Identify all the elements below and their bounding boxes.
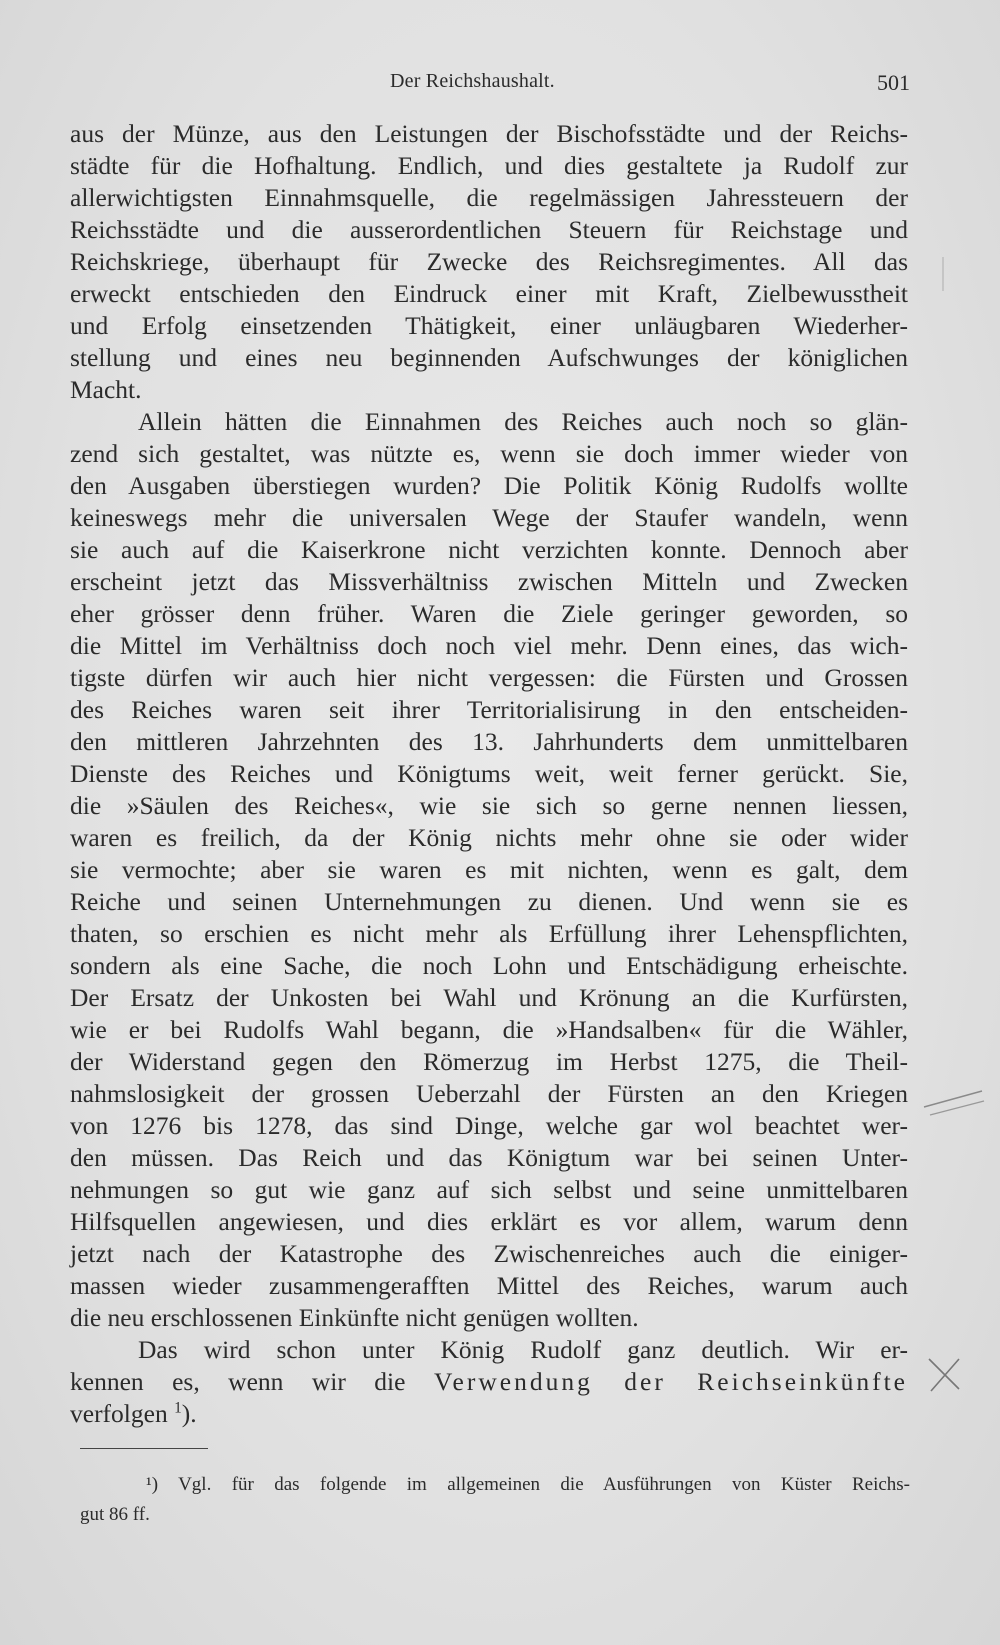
text-line: erscheint jetzt das Missverhältniss zwischen Mitteln und Zwecken xyxy=(70,567,908,596)
text-line: waren es freilich, da der König nichts mehr ohne sie oder wider xyxy=(70,823,908,852)
text-line: nahmslosigkeit der grossen Ueberzahl der Fürsten an den Kriegen xyxy=(70,1079,908,1108)
text-line-emphasis xyxy=(70,1366,908,1398)
text-line: aus der Münze, aus den Leistungen der Bischofsstädte und der Reichs- xyxy=(70,119,908,148)
text-line: von 1276 bis 1278, das sind Dinge, welche gar wol beachtet wer- xyxy=(70,1111,908,1140)
margin-tick-mark xyxy=(938,255,948,295)
page-number: 501 xyxy=(877,70,910,95)
text-line: städte für die Hofhaltung. Endlich, und dies gestaltete ja Rudolf zur xyxy=(70,151,908,180)
text-line: Reichskriege, überhaupt für Zwecke des Reichsregimentes. All das xyxy=(70,247,908,276)
text-segment: ). xyxy=(181,1399,197,1428)
text-line: tigste dürfen wir auch hier nicht vergessen: die Fürsten und Grossen xyxy=(70,663,908,692)
footnote-line: gut 86 ff. xyxy=(80,1504,150,1525)
text-line: Reiche und seinen Unternehmungen zu dienen. Und wenn sie es xyxy=(70,887,908,916)
footnote-reference[interactable]: 1 xyxy=(174,1399,182,1417)
text-line: sondern als eine Sache, die noch Lohn und Entschädigung erheischte. xyxy=(70,951,908,980)
spaced-emphasis: Verwendung der Reichseinkünfte xyxy=(433,1367,908,1396)
text-line: jetzt nach der Katastrophe des Zwischenreiches auch die einiger- xyxy=(70,1239,908,1268)
text-line: erweckt entschieden den Eindruck einer mit Kraft, Zielbewusstheit xyxy=(70,279,908,308)
text-line: massen wieder zusammengerafften Mittel des Reiches, warum auch xyxy=(70,1271,908,1300)
text-line-final xyxy=(70,1398,908,1430)
footnote-divider xyxy=(80,1448,208,1449)
text-line: Hilfsquellen angewiesen, und dies erklärt es vor allem, warum denn xyxy=(70,1207,908,1236)
text-line: den Ausgaben überstiegen wurden? Die Politik König Rudolfs wollte xyxy=(70,471,908,500)
margin-pencil-mark xyxy=(920,1055,990,1125)
running-head xyxy=(70,70,910,100)
footnote-line xyxy=(80,1470,910,1500)
body-text xyxy=(70,118,908,1430)
text-segment: kennen es, wenn wir die xyxy=(70,1367,406,1396)
text-line: stellung und eines neu beginnenden Aufschwunges der königlichen xyxy=(70,343,908,372)
text-line: Dienste des Reiches und Königtums weit, weit ferner gerückt. Sie, xyxy=(70,759,908,788)
text-line: Der Ersatz der Unkosten bei Wahl und Krönung an die Kurfürsten, xyxy=(70,983,908,1012)
text-line: den mittleren Jahrzehnten des 13. Jahrhunderts dem unmittelbaren xyxy=(70,727,908,756)
text-line: sie vermochte; aber sie waren es mit nichten, wenn es galt, dem xyxy=(70,855,908,884)
text-line: thaten, so erschien es nicht mehr als Erfüllung ihrer Lehenspflichten, xyxy=(70,919,908,948)
text-line: keineswegs mehr die universalen Wege der Staufer wandeln, wenn xyxy=(70,503,908,532)
text-line: den müssen. Das Reich und das Königtum war bei seinen Unter- xyxy=(70,1143,908,1172)
text-line: zend sich gestaltet, was nützte es, wenn sie doch immer wieder von xyxy=(70,439,908,468)
text-line: des Reiches waren seit ihrer Territorialisirung in den entscheiden- xyxy=(70,695,908,724)
text-line: der Widerstand gegen den Römerzug im Herbst 1275, die Theil- xyxy=(70,1047,908,1076)
text-line: Allein hätten die Einnahmen des Reiches auch noch so glän- xyxy=(138,407,908,436)
text-line: und Erfolg einsetzenden Thätigkeit, einer unläugbaren Wiederher- xyxy=(70,311,908,340)
text-line: die »Säulen des Reiches«, wie sie sich so gerne nennen liessen, xyxy=(70,791,908,820)
text-line: eher grösser denn früher. Waren die Ziele geringer geworden, so xyxy=(70,599,908,628)
text-line: die neu erschlossenen Einkünfte nicht genügen wollten. xyxy=(70,1303,639,1332)
margin-cross-mark xyxy=(925,1355,965,1395)
text-line: wie er bei Rudolfs Wahl begann, die »Handsalben« für die Wähler, xyxy=(70,1015,908,1044)
text-line: sie auch auf die Kaiserkrone nicht verzichten konnte. Dennoch aber xyxy=(70,535,908,564)
text-segment: verfolgen xyxy=(70,1399,168,1428)
text-line: die Mittel im Verhältniss doch noch viel mehr. Denn eines, das wich- xyxy=(70,631,908,660)
text-line: allerwichtigsten Einnahmsquelle, die regelmässigen Jahressteuern der xyxy=(70,183,908,212)
running-title: Der Reichshaushalt. xyxy=(390,70,555,92)
text-line: nehmungen so gut wie ganz auf sich selbst und seine unmittelbaren xyxy=(70,1175,908,1204)
footnote-text: Vgl. für das folgende im allgemeinen die Ausführungen von Küster Reichs- xyxy=(178,1474,910,1495)
footnotes xyxy=(80,1470,910,1530)
footnote-marker: ¹) xyxy=(146,1474,159,1495)
text-line: Reichsstädte und die ausserordentlichen Steuern für Reichstage und xyxy=(70,215,908,244)
text-line: Macht. xyxy=(70,375,142,404)
text-line: Das wird schon unter König Rudolf ganz deutlich. Wir er- xyxy=(138,1335,908,1364)
